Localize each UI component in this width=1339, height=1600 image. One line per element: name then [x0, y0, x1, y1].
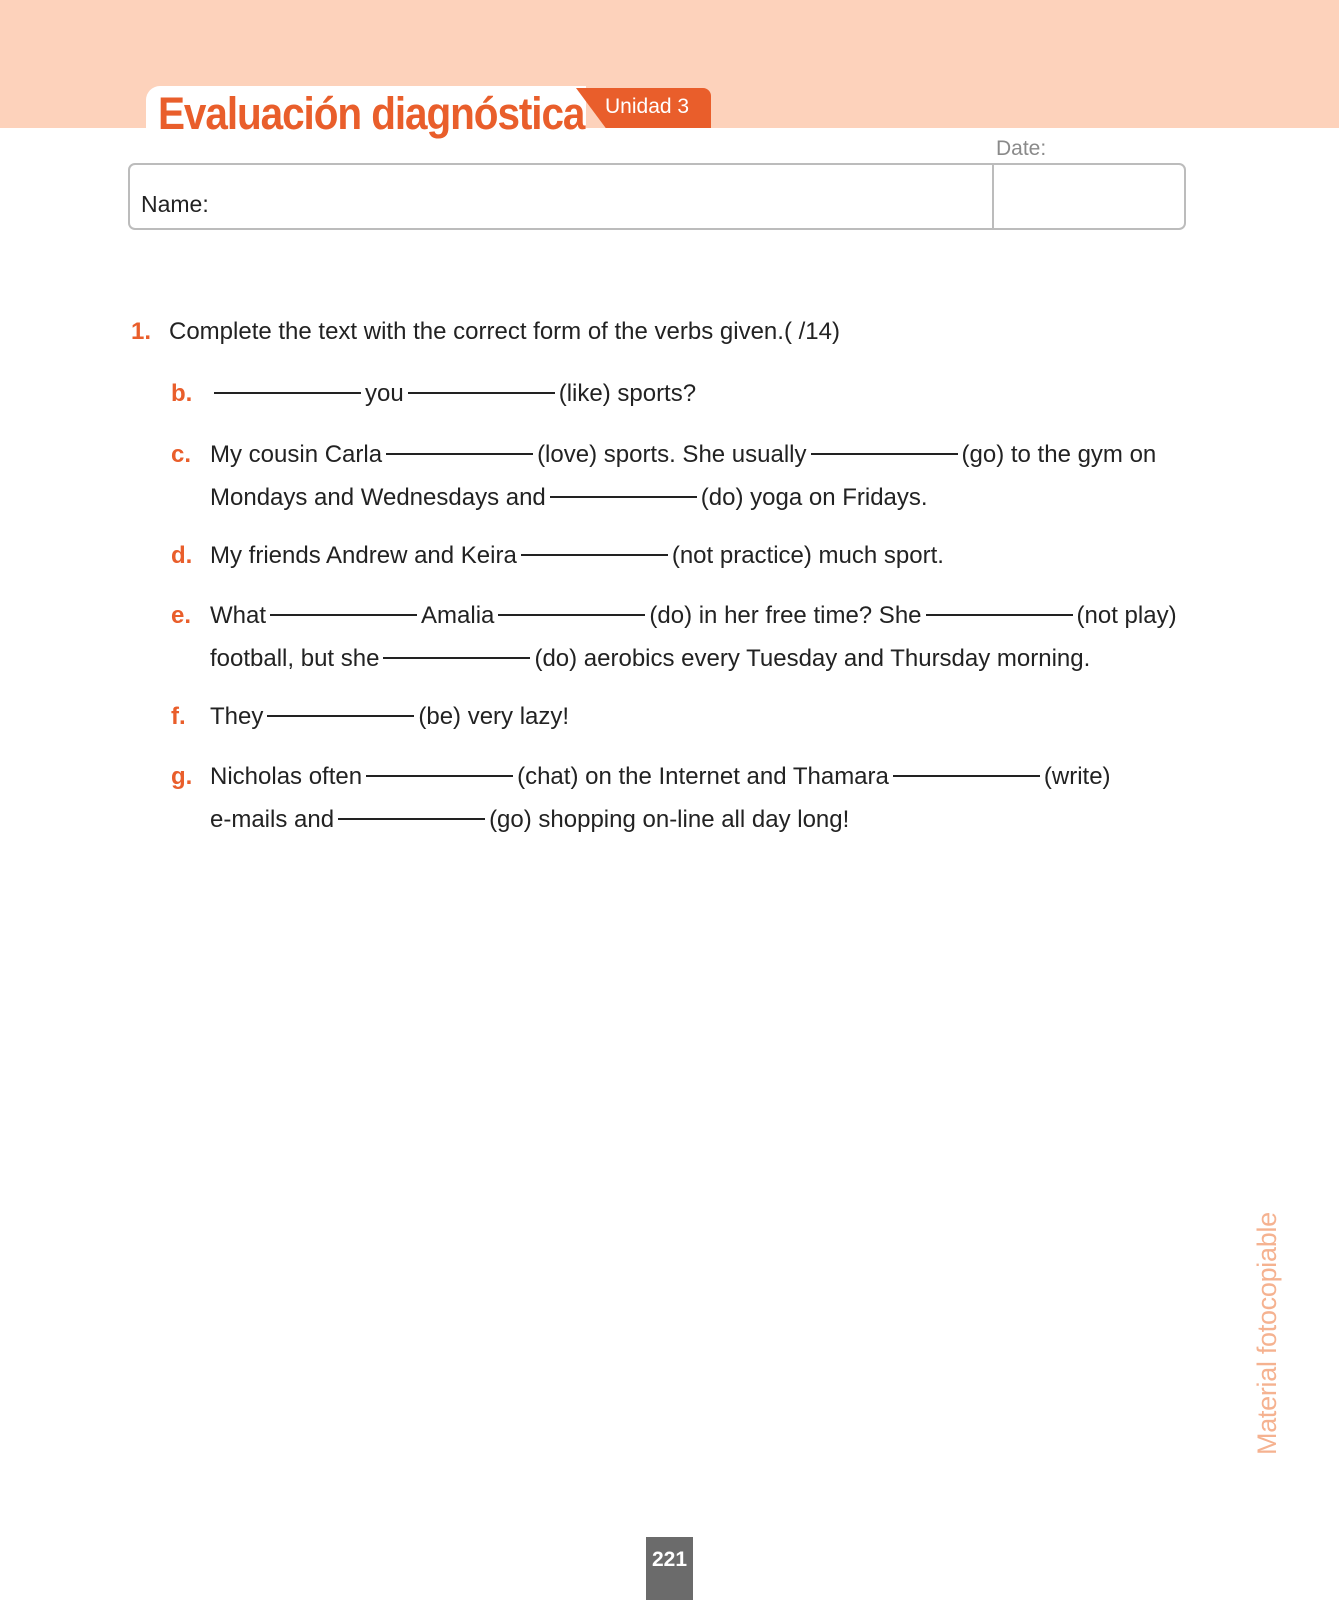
- page-title: Evaluación diagnóstica: [158, 88, 585, 139]
- item-e: [171, 594, 1177, 680]
- item-text: e-mails and: [210, 806, 335, 833]
- answer-blank[interactable]: [408, 392, 555, 394]
- item-text: Amalia: [421, 602, 495, 629]
- question-instruction: Complete the text with the correct form of the verbs given.( /14): [169, 318, 840, 345]
- unit-label: Unidad 3: [605, 95, 690, 118]
- page-number: 221: [646, 1537, 693, 1600]
- side-note: Material fotocopiable: [1252, 1212, 1282, 1455]
- answer-blank[interactable]: [498, 614, 645, 616]
- item-text: (like) sports?: [558, 380, 697, 407]
- answer-blank[interactable]: [338, 818, 485, 820]
- item-letter: e.: [171, 602, 192, 629]
- item-text: (be) very lazy!: [418, 703, 570, 730]
- item-d: [171, 534, 944, 577]
- name-date-box: [128, 163, 1186, 230]
- item-text: Mondays and Wednesdays and: [210, 484, 546, 511]
- item-text: They: [210, 703, 264, 730]
- box-divider: [992, 165, 994, 228]
- item-letter: c.: [171, 441, 192, 468]
- item-text: Nicholas often: [210, 763, 363, 790]
- date-label: Date:: [996, 137, 1047, 160]
- answer-blank[interactable]: [926, 614, 1073, 616]
- item-text: (not play): [1076, 602, 1177, 629]
- item-text: (go) to the gym on: [961, 441, 1157, 468]
- item-text: (do) aerobics every Tuesday and Thursday morning.: [534, 645, 1091, 672]
- item-text: (do) in her free time? She: [649, 602, 922, 629]
- answer-blank[interactable]: [521, 554, 668, 556]
- item-letter: d.: [171, 542, 193, 569]
- name-label: Name:: [141, 191, 209, 217]
- item-c: [171, 433, 1156, 519]
- item-g: [171, 755, 1111, 841]
- item-text: (write): [1043, 763, 1111, 790]
- item-text: football, but she: [210, 645, 380, 672]
- item-text: (not practice) much sport.: [671, 542, 944, 569]
- item-text: you: [365, 380, 404, 407]
- item-text: What: [210, 602, 267, 629]
- answer-blank[interactable]: [550, 496, 697, 498]
- item-b: [171, 372, 696, 415]
- item-text: (chat) on the Internet and Thamara: [517, 763, 889, 790]
- answer-blank[interactable]: [366, 775, 513, 777]
- item-text: (love) sports. She usually: [537, 441, 807, 468]
- item-text: My cousin Carla: [210, 441, 383, 468]
- item-text: My friends Andrew and Keira: [210, 542, 517, 569]
- answer-blank[interactable]: [383, 657, 530, 659]
- answer-blank[interactable]: [386, 453, 533, 455]
- answer-blank[interactable]: [893, 775, 1040, 777]
- item-letter: f.: [171, 703, 186, 730]
- question-number: 1.: [131, 318, 152, 345]
- item-f: [171, 695, 569, 738]
- question-1: [131, 318, 840, 346]
- answer-blank[interactable]: [811, 453, 958, 455]
- item-letter: b.: [171, 380, 193, 407]
- item-text: (go) shopping on-line all day long!: [489, 806, 850, 833]
- answer-blank[interactable]: [270, 614, 417, 616]
- answer-blank[interactable]: [267, 715, 414, 717]
- item-letter: g.: [171, 763, 193, 790]
- answer-blank[interactable]: [214, 392, 361, 394]
- item-text: (do) yoga on Fridays.: [700, 484, 928, 511]
